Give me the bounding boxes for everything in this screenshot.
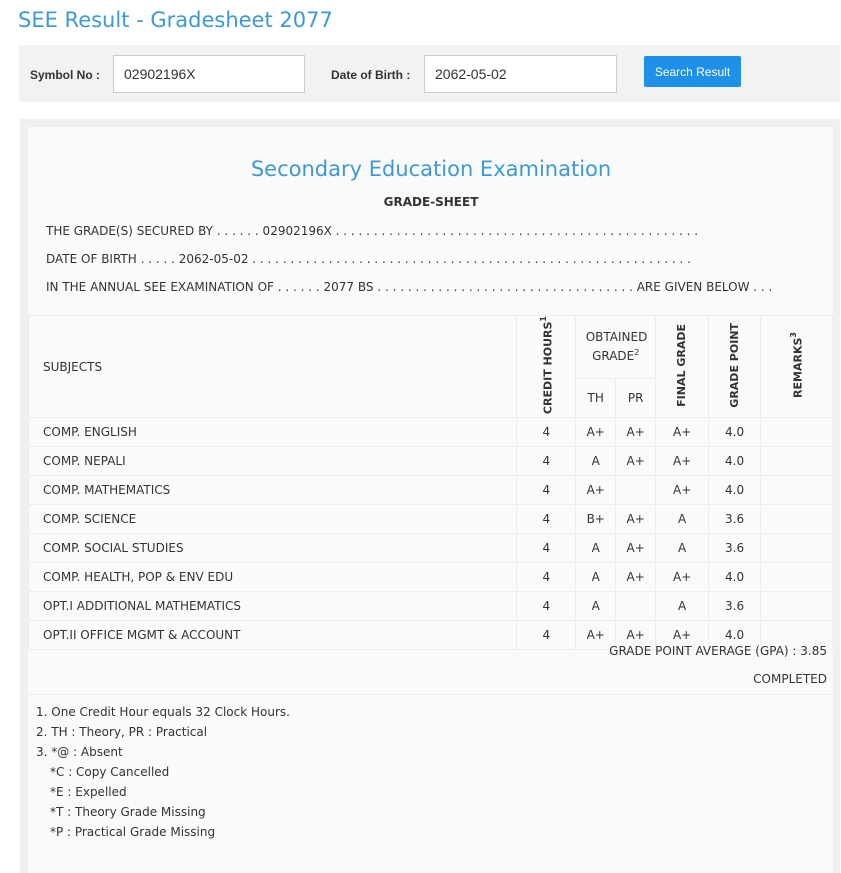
grade-point-cell: 4.0 <box>709 476 761 505</box>
examination-line: IN THE ANNUAL SEE EXAMINATION OF . . . . . . 2077 BS . . . . . . . . . . . . . . . . . . . . . . . . . . . . . . . . . . ARE GIVEN BELOW . . . <box>46 280 773 294</box>
subject-cell: COMP. NEPALI <box>29 447 517 476</box>
subject-cell: OPT.II OFFICE MGMT & ACCOUNT <box>29 621 517 650</box>
footnote-item: 1. One Credit Hour equals 32 Clock Hours. <box>36 705 290 719</box>
th-grade-cell: A <box>576 534 616 563</box>
remarks-cell <box>761 476 833 505</box>
table-row <box>29 563 833 592</box>
remarks-cell <box>761 447 833 476</box>
pr-grade-cell: A+ <box>616 534 656 563</box>
pr-grade-cell: A+ <box>616 447 656 476</box>
exam-title: Secondary Education Examination <box>250 157 612 181</box>
final-grade-cell: A+ <box>656 563 709 592</box>
credit-hours-header: CREDIT HOURS$^1$ <box>517 316 576 418</box>
table-row <box>29 592 833 621</box>
secured-by-line: THE GRADE(S) SECURED BY . . . . . . 02902196X . . . . . . . . . . . . . . . . . . . . . . . . . . . . . . . . . . . . . . . . . . . . . . . . <box>46 224 699 238</box>
symbol-label: Symbol No : <box>30 68 101 82</box>
grade-point-cell: 4.0 <box>709 621 761 650</box>
grade-point-cell: 3.6 <box>709 592 761 621</box>
final-grade-cell: A+ <box>656 447 709 476</box>
final-grade-cell: A+ <box>656 621 709 650</box>
footnote-item: *T : Theory Grade Missing <box>50 805 206 819</box>
grades-table <box>28 315 833 650</box>
subject-cell: COMP. HEALTH, POP & ENV EDU <box>29 563 517 592</box>
remarks-header: REMARKS$^3$ <box>761 316 833 418</box>
credit-cell: 4 <box>517 505 576 534</box>
subject-cell: COMP. ENGLISH <box>29 418 517 447</box>
gpa-value: GRADE POINT AVERAGE (GPA) : 3.85 <box>609 644 827 658</box>
subject-cell: COMP. SOCIAL STUDIES <box>29 534 517 563</box>
remarks-cell <box>761 534 833 563</box>
subject-cell: COMP. MATHEMATICS <box>29 476 517 505</box>
remarks-cell <box>761 563 833 592</box>
dob-label: Date of Birth : <box>331 68 411 82</box>
notes-divider <box>28 694 833 695</box>
footnote-item: 2. TH : Theory, PR : Practical <box>36 725 208 739</box>
obtained-grade-header: OBTAINED GRADE$^2$ <box>576 316 656 379</box>
table-row <box>29 418 833 447</box>
grade-point-cell: 4.0 <box>709 447 761 476</box>
table-row <box>29 447 833 476</box>
table-row <box>29 534 833 563</box>
search-bar <box>19 45 840 102</box>
subject-cell: COMP. SCIENCE <box>29 505 517 534</box>
grade-point-header: GRADE POINT <box>709 316 761 418</box>
final-grade-cell: A <box>656 505 709 534</box>
grade-point-cell: 3.6 <box>709 505 761 534</box>
th-grade-cell: B+ <box>576 505 616 534</box>
th-header: TH <box>576 378 616 417</box>
subject-cell: OPT.I ADDITIONAL MATHEMATICS <box>29 592 517 621</box>
credit-cell: 4 <box>517 621 576 650</box>
final-grade-cell: A+ <box>656 418 709 447</box>
gradesheet-heading: GRADE-SHEET <box>383 195 479 209</box>
th-grade-cell: A <box>576 592 616 621</box>
pr-grade-cell: A+ <box>616 418 656 447</box>
result-status: COMPLETED <box>753 672 827 686</box>
pr-grade-cell: A+ <box>616 563 656 592</box>
symbol-input[interactable] <box>113 55 305 93</box>
credit-cell: 4 <box>517 418 576 447</box>
dob-input[interactable] <box>424 55 617 93</box>
credit-cell: 4 <box>517 592 576 621</box>
footnotes <box>36 704 290 844</box>
credit-cell: 4 <box>517 476 576 505</box>
footnote-item: *C : Copy Cancelled <box>50 765 170 779</box>
date-of-birth-line: DATE OF BIRTH . . . . . 2062-05-02 . . . . . . . . . . . . . . . . . . . . . . . . . . . . . . . . . . . . . . . . . . . . . . . . . . . . . . . . . . <box>46 252 691 266</box>
remarks-cell <box>761 418 833 447</box>
grade-point-cell: 4.0 <box>709 418 761 447</box>
footnote-item: *P : Practical Grade Missing <box>50 825 216 839</box>
footnote-item: 3. *@ : Absent <box>36 745 123 759</box>
th-grade-cell: A+ <box>576 621 616 650</box>
credit-cell: 4 <box>517 563 576 592</box>
grade-point-cell: 4.0 <box>709 563 761 592</box>
pr-grade-cell <box>616 476 656 505</box>
final-grade-cell: A <box>656 592 709 621</box>
final-grade-cell: A <box>656 534 709 563</box>
th-grade-cell: A <box>576 563 616 592</box>
table-row <box>29 476 833 505</box>
page-title: SEE Result - Gradesheet 2077 <box>18 8 333 32</box>
grade-point-cell: 3.6 <box>709 534 761 563</box>
credit-cell: 4 <box>517 447 576 476</box>
subjects-header: SUBJECTS <box>29 316 517 418</box>
credit-cell: 4 <box>517 534 576 563</box>
final-grade-cell: A+ <box>656 476 709 505</box>
table-row <box>29 505 833 534</box>
th-grade-cell: A <box>576 447 616 476</box>
remarks-cell <box>761 592 833 621</box>
pr-grade-cell: A+ <box>616 505 656 534</box>
footnote-item: *E : Expelled <box>50 785 127 799</box>
search-result-button[interactable]: Search Result <box>644 56 741 87</box>
th-grade-cell: A+ <box>576 476 616 505</box>
th-grade-cell: A+ <box>576 418 616 447</box>
remarks-cell <box>761 505 833 534</box>
final-grade-header: FINAL GRADE <box>656 316 709 418</box>
pr-grade-cell <box>616 592 656 621</box>
pr-header: PR <box>616 378 656 417</box>
pr-grade-cell: A+ <box>616 621 656 650</box>
